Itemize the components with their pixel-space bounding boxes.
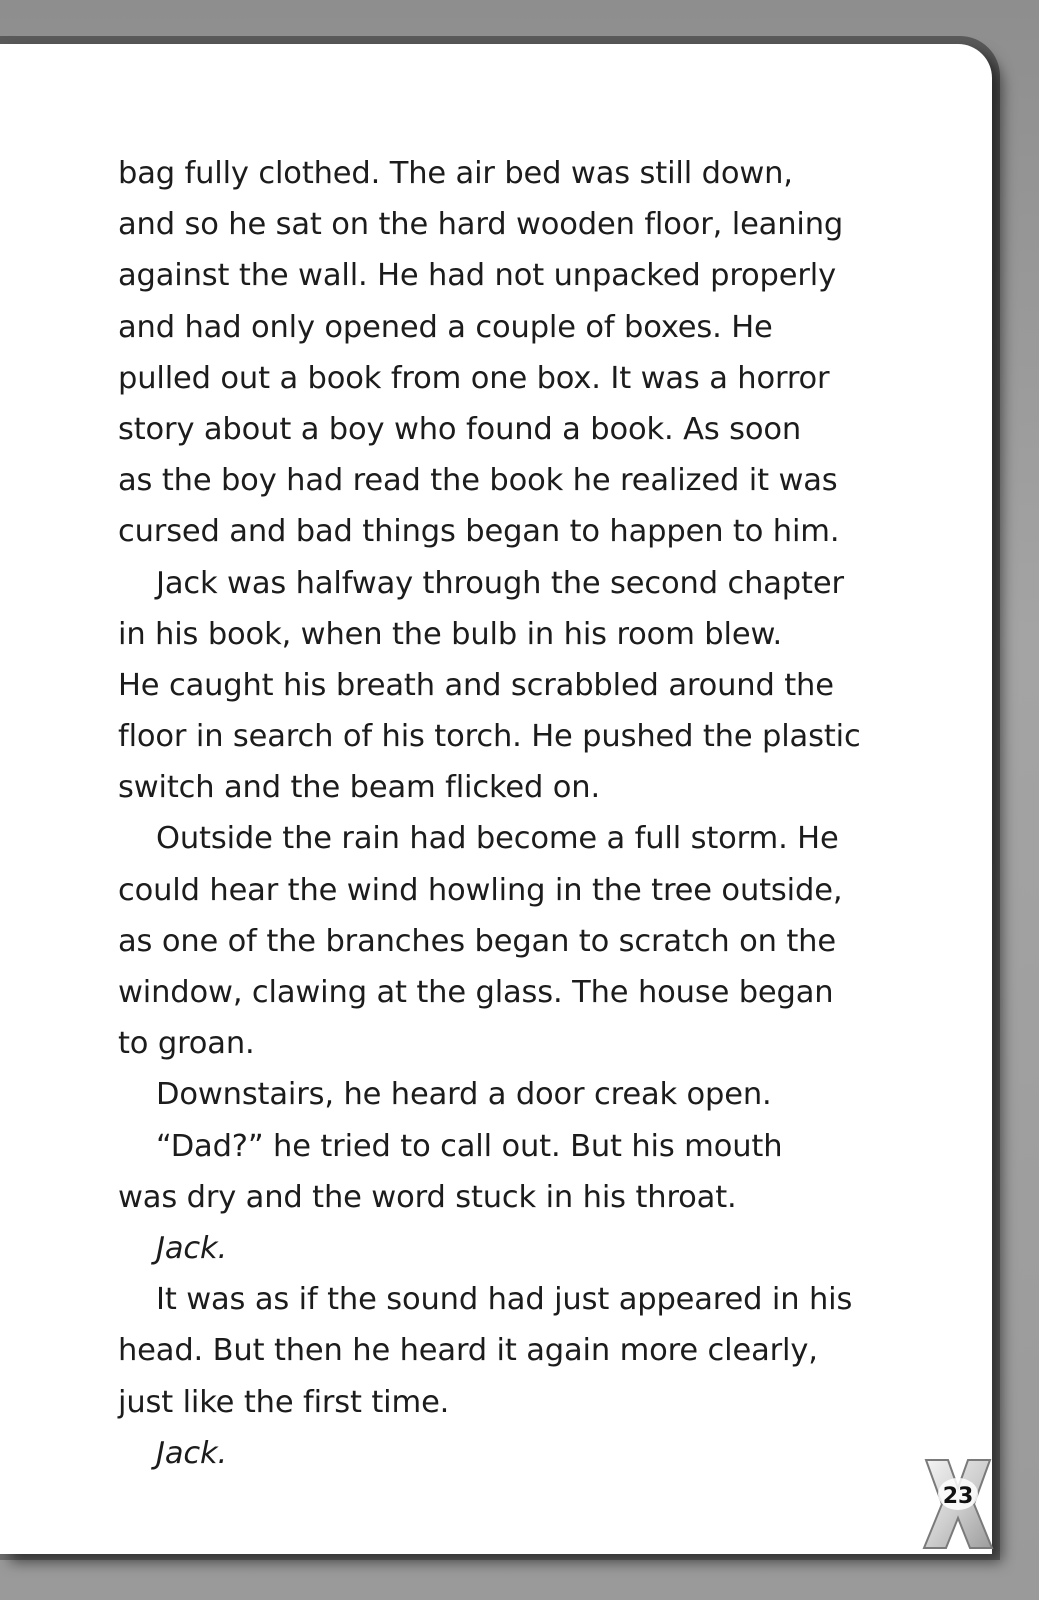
book-page [0,44,992,1554]
text-line: story about a boy who found a book. As soon [118,411,802,447]
text-line: window, clawing at the glass. The house began [118,975,834,1010]
text-line: switch and the beam flicked on. [118,770,600,806]
text-line: against the wall. He had not unpacked properly [118,258,836,294]
text-line: It was as if the sound had just appeared in his [156,1282,853,1318]
text-line: could hear the wind howling in the tree outside, [118,872,843,908]
text-line: floor in search of his torch. He pushed the plastic [118,719,861,755]
text-line: bag fully clothed. The air bed was still down, [118,156,793,191]
text-line: “Dad?” he tried to call out. But his mouth [156,1128,783,1164]
text-line: in his book, when the bulb in his room blew. [118,616,782,652]
text-line: He caught his breath and scrabbled around the [118,667,834,703]
text-line: Jack. [156,1230,228,1266]
page-text [118,148,918,1479]
text-line: as one of the branches began to scratch on the [118,923,836,959]
text-line: Jack. [156,1435,228,1471]
text-line: and had only opened a couple of boxes. He [118,309,773,345]
text-line: pulled out a book from one box. It was a horror [118,360,830,396]
text-line: just like the first time. [118,1384,450,1420]
text-line: was dry and the word stuck in his throat. [118,1179,737,1215]
text-line: Jack was halfway through the second chapter [156,565,844,601]
text-line: to groan. [118,1026,255,1062]
text-line: as the boy had read the book he realized it was [118,463,838,499]
text-line: head. But then he heard it again more clearly, [118,1333,818,1369]
text-line: cursed and bad things began to happen to him. [118,514,840,550]
text-line: Outside the rain had become a full storm. He [156,821,839,857]
text-line: Downstairs, he heard a door creak open. [156,1077,772,1113]
text-line: and so he sat on the hard wooden floor, leaning [118,207,844,243]
page-number: 23 [942,1484,974,1509]
